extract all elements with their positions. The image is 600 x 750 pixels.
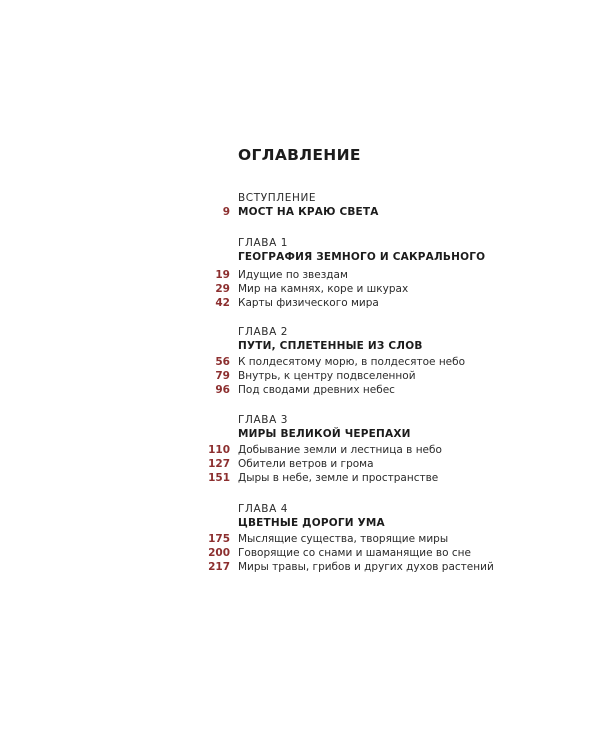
page-number: 42 [215, 297, 230, 309]
page-number: 175 [208, 533, 230, 545]
toc-entry[interactable] [0, 356, 600, 370]
section-heading-row[interactable] [0, 251, 600, 267]
entry-title: Под сводами древних небес [238, 384, 395, 396]
section-heading-row[interactable] [0, 206, 600, 222]
page-number: 19 [215, 269, 230, 281]
entry-title: Карты физического мира [238, 297, 379, 309]
page-number: 56 [215, 356, 230, 368]
section-kicker: ГЛАВА 2 [238, 326, 289, 338]
page-number: 151 [208, 472, 230, 484]
section-kicker: ВСТУПЛЕНИЕ [238, 192, 317, 204]
section-kicker: ГЛАВА 3 [238, 414, 289, 426]
section-heading-row[interactable] [0, 340, 600, 356]
page-number: 200 [208, 547, 230, 559]
toc-entry[interactable] [0, 444, 600, 458]
toc-entry[interactable] [0, 370, 600, 384]
page-number: 110 [208, 444, 230, 456]
toc-entry[interactable] [0, 561, 600, 575]
toc-entry[interactable] [0, 547, 600, 561]
toc-entry[interactable] [0, 297, 600, 311]
toc-entry[interactable] [0, 384, 600, 398]
page-number: 96 [215, 384, 230, 396]
entry-title: Добывание земли и лестница в небо [238, 444, 442, 456]
section-heading: ЦВЕТНЫЕ ДОРОГИ УМА [238, 517, 385, 529]
entry-title: Говорящие со снами и шаманящие во сне [238, 547, 471, 559]
section-kicker: ГЛАВА 1 [238, 237, 289, 249]
entry-title: К полдесятому морю, в полдесятое небо [238, 356, 466, 368]
page-number: 79 [215, 370, 230, 382]
section-heading: ПУТИ, СПЛЕТЕННЫЕ ИЗ СЛОВ [238, 340, 423, 352]
entry-title: Внутрь, к центру подвселенной [238, 370, 416, 382]
page-number: 127 [208, 458, 230, 470]
toc-entry[interactable] [0, 283, 600, 297]
entry-title: Идущие по звездам [238, 269, 348, 281]
toc-entry[interactable] [0, 269, 600, 283]
page-number: 217 [208, 561, 230, 573]
entry-title: Мир на камнях, коре и шкурах [238, 283, 409, 295]
entry-title: Миры травы, грибов и других духов растений [238, 561, 494, 573]
page-title: ОГЛАВЛЕНИЕ [238, 146, 361, 164]
toc-entry[interactable] [0, 472, 600, 486]
entry-title: Дыры в небе, земле и пространстве [238, 472, 439, 484]
toc-entry[interactable] [0, 458, 600, 472]
section-heading: МОСТ НА КРАЮ СВЕТА [238, 206, 379, 218]
page-number: 29 [215, 283, 230, 295]
page-number: 9 [222, 206, 230, 218]
entry-title: Мыслящие существа, творящие миры [238, 533, 449, 545]
entry-title: Обители ветров и грома [238, 458, 374, 470]
section-heading-row[interactable] [0, 517, 600, 533]
toc-entry[interactable] [0, 533, 600, 547]
section-heading: МИРЫ ВЕЛИКОЙ ЧЕРЕПАХИ [238, 428, 411, 440]
section-heading: ГЕОГРАФИЯ ЗЕМНОГО И САКРАЛЬНОГО [238, 251, 486, 263]
section-kicker: ГЛАВА 4 [238, 503, 289, 515]
section-heading-row[interactable] [0, 428, 600, 444]
